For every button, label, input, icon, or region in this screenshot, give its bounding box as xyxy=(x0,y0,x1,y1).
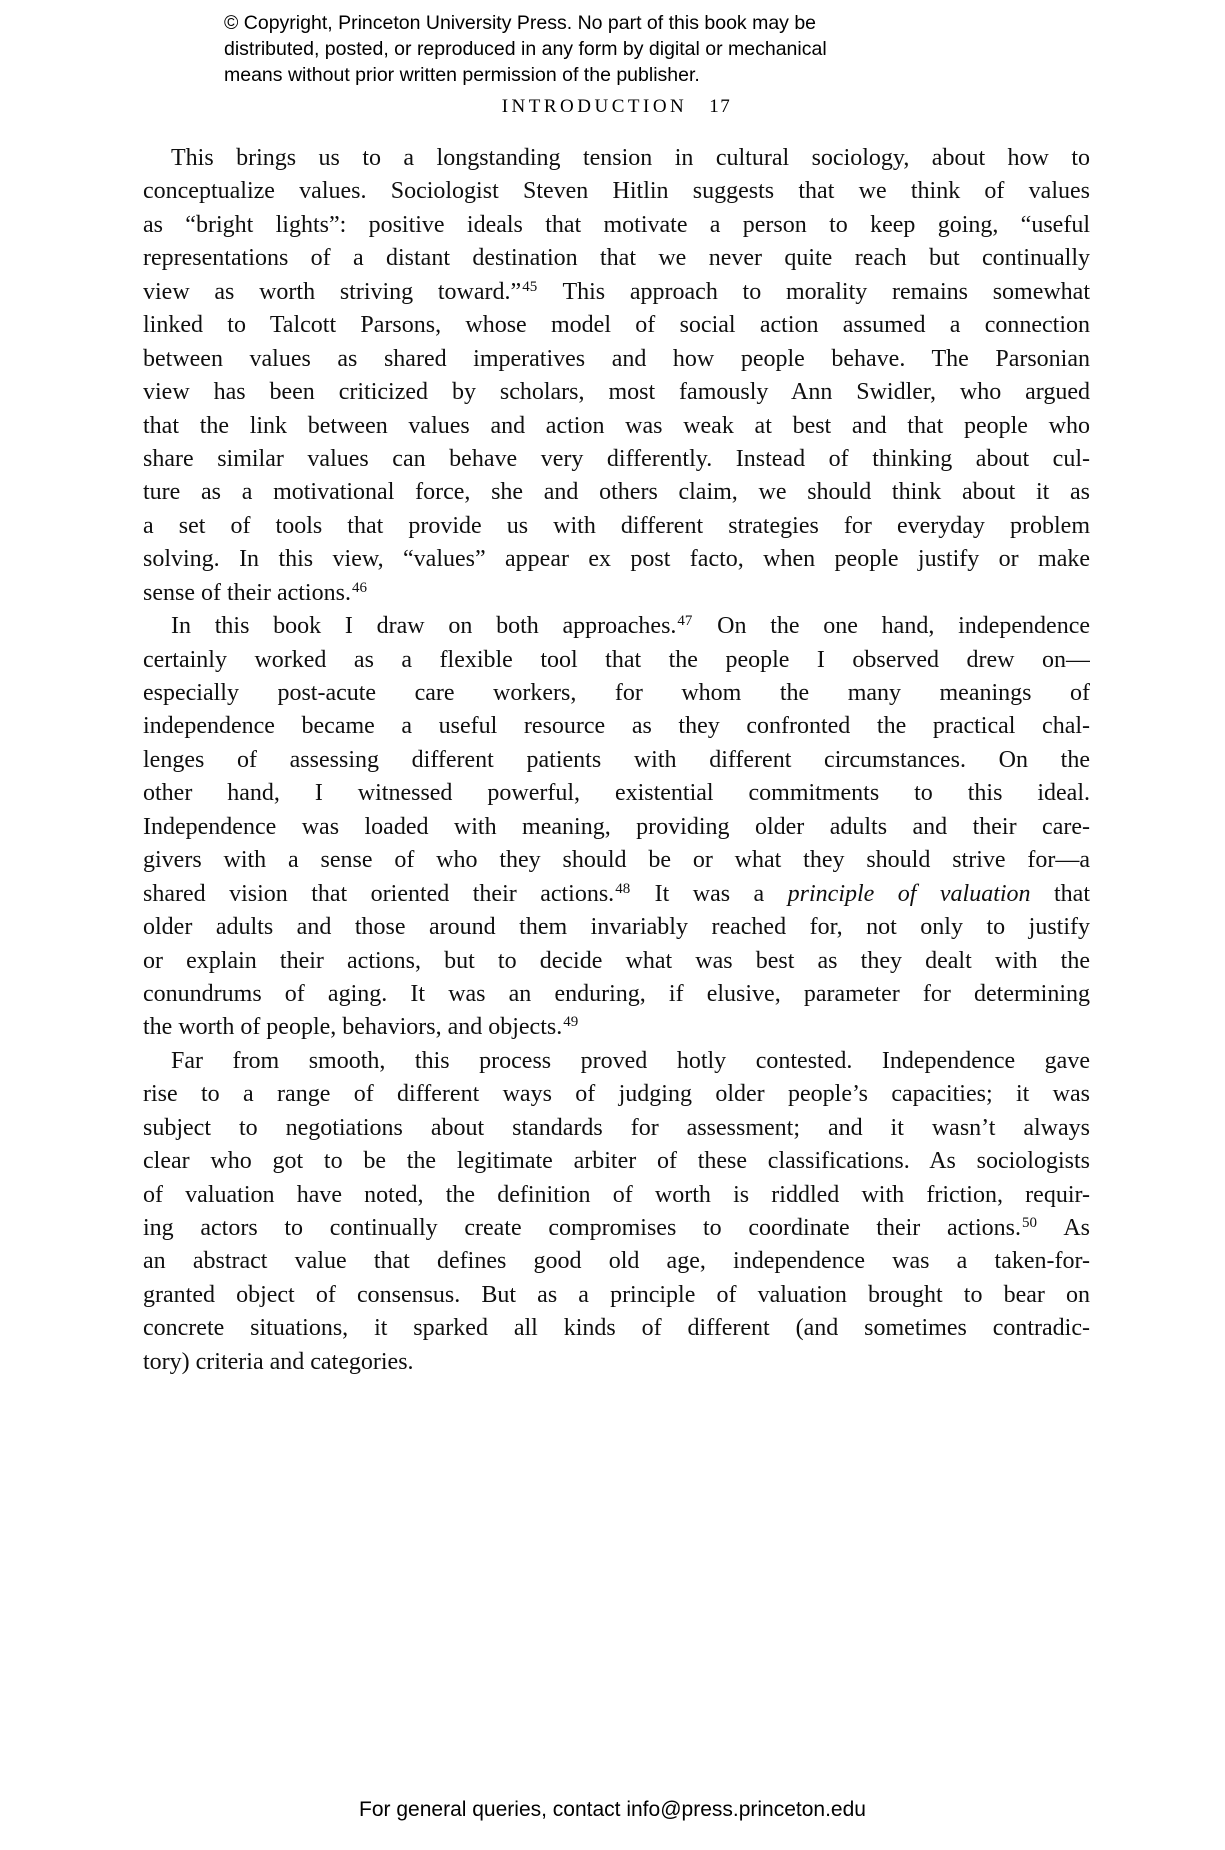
text-line: certainly worked as a flexible tool that the people I observed drew on— xyxy=(143,646,1090,673)
text-line: tory) criteria and categories. xyxy=(143,1348,414,1375)
copyright-line: means without prior written permission of the publisher. xyxy=(224,64,700,86)
text-line: shared vision that oriented their actions.$^{48}$ It was a principle of valuation that xyxy=(143,880,1090,907)
text-line: other hand, I witnessed powerful, existential commitments to this ideal. xyxy=(143,780,1090,807)
text-line: older adults and those around them invariably reached for, not only to justify xyxy=(143,914,1090,941)
text-line: This brings us to a longstanding tension in cultural sociology, about how to xyxy=(171,145,1090,171)
text-line: independence became a useful resource as they confronted the practical chal- xyxy=(143,713,1090,740)
text-line: view has been criticized by scholars, most famously Ann Swidler, who argued xyxy=(143,379,1090,406)
text-line: rise to a range of different ways of judging older people’s capacities; it was xyxy=(143,1081,1090,1108)
body-text xyxy=(143,142,1090,1379)
text-line: that the link between values and action was weak at best and that people who xyxy=(143,412,1090,439)
paragraph xyxy=(143,142,1090,610)
running-head xyxy=(143,96,1090,118)
text-line: clear who got to be the legitimate arbiter of these classifications. As sociologists xyxy=(143,1148,1090,1175)
text-line: between values as shared imperatives and how people behave. The Parsonian xyxy=(143,345,1090,372)
text-line: granted object of consensus. But as a principle of valuation brought to bear on xyxy=(143,1281,1090,1308)
text-line: lenges of assessing different patients with different circumstances. On the xyxy=(143,746,1090,773)
text-line: representations of a distant destination that we never quite reach but continually xyxy=(143,245,1090,272)
text-line: ing actors to continually create compromises to coordinate their actions.$^{50}$ As xyxy=(143,1215,1090,1241)
text-line: givers with a sense of who they should be or what they should strive for—a xyxy=(143,847,1090,874)
footer-query-line: For general queries, contact info@press.princeton.edu xyxy=(359,1798,866,1821)
text-line: an abstract value that defines good old age, independence was a taken-for- xyxy=(143,1248,1090,1275)
running-head-title: INTRODUCTION xyxy=(501,96,688,117)
footnote-reference: 49 xyxy=(563,1014,579,1031)
italic-text: principle of valuation xyxy=(787,880,1031,907)
footnote-reference: 47 xyxy=(677,613,693,630)
text-line: of valuation have noted, the definition of worth is riddled with friction, requir- xyxy=(143,1181,1090,1208)
text-line: sense of their actions.$^{46}$ xyxy=(143,579,367,606)
text-line: conceptualize values. Sociologist Steven Hitlin suggests that we think of values xyxy=(143,178,1090,205)
text-line: share similar values can behave very differently. Instead of thinking about cul- xyxy=(143,445,1090,472)
text-line: view as worth striving toward.”$^{45}$ This approach to morality remains somewhat xyxy=(143,278,1090,305)
text-line: the worth of people, behaviors, and objects.$^{49}$ xyxy=(143,1014,579,1041)
footnote-reference: 45 xyxy=(522,278,538,295)
copyright-line: © Copyright, Princeton University Press. No part of this book may be xyxy=(224,12,817,34)
text-line: solving. In this view, “values” appear ex post facto, when people justify or make xyxy=(143,546,1090,573)
text-line: conundrums of aging. It was an enduring, if elusive, parameter for determining xyxy=(143,980,1090,1007)
text-line: Independence was loaded with meaning, providing older adults and their care- xyxy=(143,813,1090,840)
page-number: 17 xyxy=(709,96,732,117)
footnote-reference: 50 xyxy=(1021,1215,1037,1231)
text-line: linked to Talcott Parsons, whose model of social action assumed a connection xyxy=(143,312,1090,339)
text-line: In this book I draw on both approaches.$^{47}$ On the one hand, independence xyxy=(171,613,1090,640)
footnote-reference: 48 xyxy=(615,880,631,897)
text-line: a set of tools that provide us with different strategies for everyday problem xyxy=(143,512,1090,539)
copyright-notice xyxy=(224,10,827,88)
footnote-reference: 46 xyxy=(351,579,367,596)
text-line: as “bright lights”: positive ideals that motivate a person to keep going, “useful xyxy=(143,211,1090,238)
text-line: ture as a motivational force, she and others claim, we should think about it as xyxy=(143,479,1090,506)
copyright-line: distributed, posted, or reproduced in any form by digital or mechanical xyxy=(224,38,827,60)
text-line: Far from smooth, this process proved hotly contested. Independence gave xyxy=(171,1047,1090,1074)
text-line: subject to negotiations about standards for assessment; and it wasn’t always xyxy=(143,1114,1090,1141)
paragraph xyxy=(143,610,1090,1045)
paragraph xyxy=(143,1045,1090,1379)
text-line: concrete situations, it sparked all kinds of different (and sometimes contradic- xyxy=(143,1315,1090,1342)
text-line: or explain their actions, but to decide what was best as they dealt with the xyxy=(143,947,1090,974)
text-line: especially post-acute care workers, for whom the many meanings of xyxy=(143,680,1090,706)
